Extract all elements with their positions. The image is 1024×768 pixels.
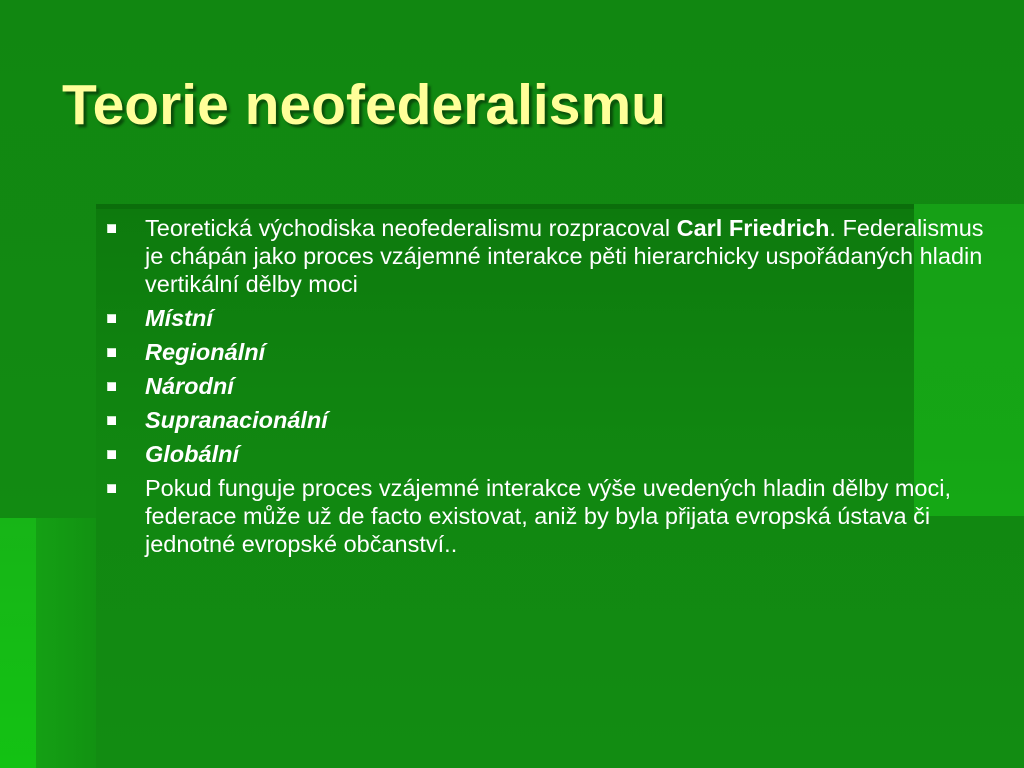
conclusion-text: Pokud funguje proces vzájemné interakce výše uvedených hladin dělby moci, federace může už de facto existovat, aniž by byla přijata evropská ústava či jednotné evropské občanství.. [145, 475, 951, 557]
list-item-intro [104, 214, 1004, 298]
decorative-panel-edge [96, 204, 914, 209]
square-bullet-icon [107, 224, 116, 233]
list-item-globalni [104, 440, 1004, 468]
square-bullet-icon [107, 348, 116, 357]
list-item-narodni [104, 372, 1004, 400]
intro-text: Teoretická východiska neofederalismu rozpracoval [145, 215, 677, 241]
bullet-list [104, 214, 1004, 564]
square-bullet-icon [107, 484, 116, 493]
list-item-mistni [104, 304, 1004, 332]
square-bullet-icon [107, 416, 116, 425]
square-bullet-icon [107, 450, 116, 459]
level-label: Národní [145, 373, 234, 399]
list-item-supranacionalni [104, 406, 1004, 434]
level-label: Regionální [145, 339, 266, 365]
list-item-regionalni [104, 338, 1004, 366]
decorative-left-strip [0, 518, 36, 768]
level-label: Místní [145, 305, 213, 331]
square-bullet-icon [107, 382, 116, 391]
list-item-conclusion [104, 474, 1004, 558]
author-name: Carl Friedrich [676, 215, 830, 241]
intro-text-continued: . Federalismus je chápán jako proces vzájemné interakce pěti hierarchicky uspořádaných hladin vertikální dělby moci [145, 215, 984, 297]
slide-title: Teorie neofederalismu [62, 73, 666, 137]
level-label: Globální [145, 441, 239, 467]
decorative-left-band [36, 518, 96, 768]
square-bullet-icon [107, 314, 116, 323]
level-label: Supranacionální [145, 407, 328, 433]
